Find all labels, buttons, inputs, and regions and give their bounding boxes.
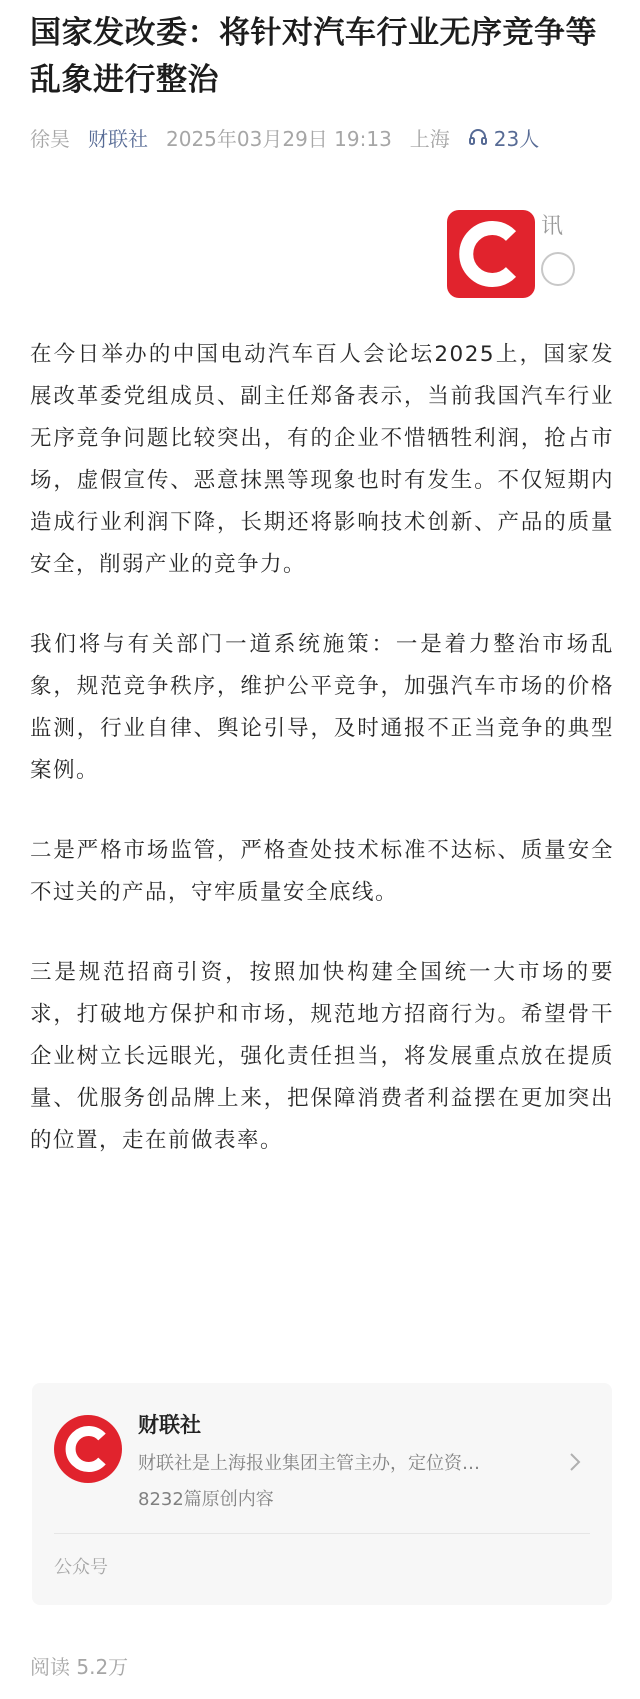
article-meta [30, 122, 612, 152]
account-original-count: 8232篇原创内容 [138, 1489, 274, 1510]
account-card[interactable] [32, 1383, 612, 1605]
account-name[interactable]: 财联社 [138, 1413, 201, 1437]
listener-count: 23人 [493, 126, 540, 151]
account-type-label: 公众号 [54, 1557, 108, 1578]
chevron-right-icon[interactable] [568, 1451, 582, 1473]
cls-logo-icon [447, 210, 535, 298]
card-divider [54, 1533, 590, 1534]
article-title: 国家发改委：将针对汽车行业无序竞争等乱象进行整治 [30, 15, 597, 98]
account-avatar[interactable] [54, 1415, 122, 1483]
paragraph: 二是严格市场监管，严格查处技术标准不达标、质量安全不过关的产品，守牢质量安全底线。 [30, 838, 614, 905]
publish-datetime: 2025年03月29日 19:13 [166, 126, 392, 151]
cls-logo-banner [447, 210, 607, 300]
listen-button[interactable] [468, 123, 557, 152]
read-count: 阅读 5.2万 [30, 1655, 129, 1679]
paragraph: 三是规范招商引资，按照加快构建全国统一大市场的要求，打破地方保护和市场，规范地方招商行为。希望骨干企业树立长远眼光，强化责任担当，将发展重点放在提质量、优服务创品牌上来，把保障消费者利益摆在更加突出的位置，走在前做表率。 [30, 960, 614, 1153]
paragraph: 在今日举办的中国电动汽车百人会论坛2025上，国家发展改革委党组成员、副主任郑备表示，当前我国汽车行业无序竞争问题比较突出，有的企业不惜牺牲利润，抢占市场，虚假宣传、恶意抹黑等现象也时有发生。不仅短期内造成行业利润下降，长期还将影响技术创新、产品的质量安全，削弱产业的竞争力。 [30, 342, 614, 577]
logo-side-mark [541, 252, 575, 286]
logo-side-text: 讯 [541, 214, 564, 239]
source-link[interactable]: 财联社 [88, 126, 148, 151]
publish-location: 上海 [409, 126, 450, 151]
article-header [30, 0, 612, 152]
headphones-icon [468, 127, 488, 147]
article-body [30, 334, 614, 1200]
author-name[interactable]: 徐昊 [30, 126, 70, 151]
account-description: 财联社是上海报业集团主管主办，定位资… [138, 1453, 480, 1474]
cls-logo-icon [54, 1415, 122, 1483]
paragraph: 我们将与有关部门一道系统施策：一是着力整治市场乱象，规范竞争秩序，维护公平竞争，加强汽车市场的价格监测，行业自律、舆论引导，及时通报不正当竞争的典型案例。 [30, 632, 614, 783]
